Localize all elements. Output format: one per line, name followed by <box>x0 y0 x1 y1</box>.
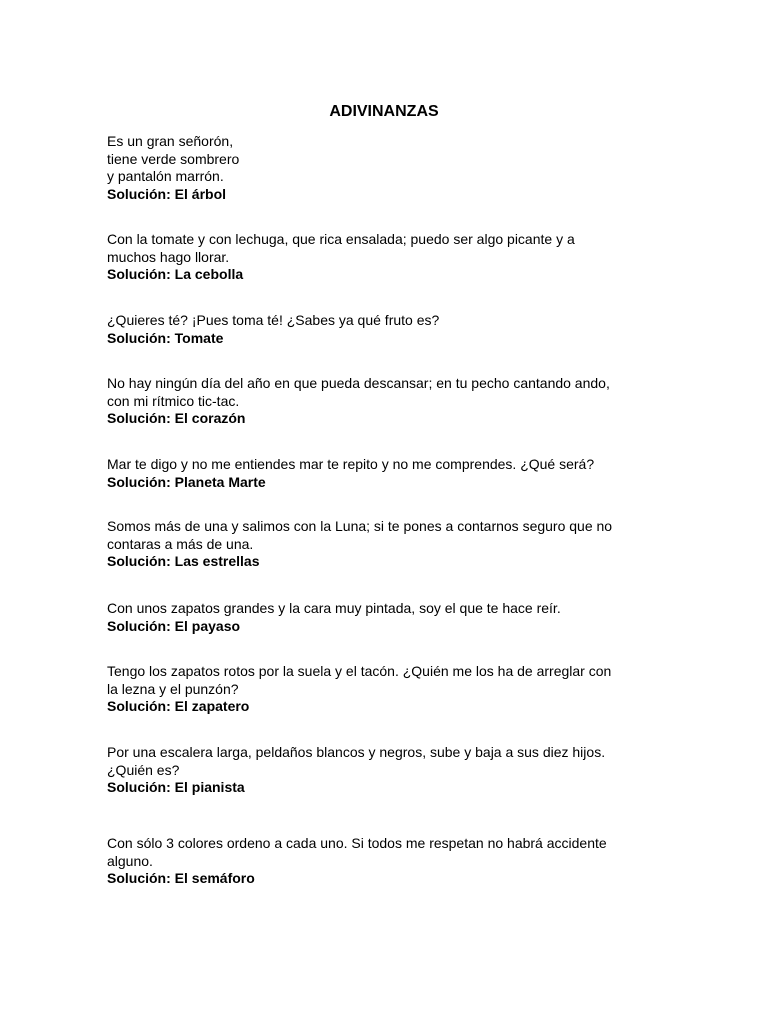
riddle-text <box>107 375 667 410</box>
riddle-text <box>107 518 667 553</box>
riddle-line: Tengo los zapatos rotos por la suela y el tacón. ¿Quién me los ha de arreglar con <box>107 663 612 679</box>
riddle-text <box>107 231 667 266</box>
riddle-text <box>107 312 667 330</box>
riddle-solution: Solución: La cebolla <box>107 266 244 282</box>
riddle-6 <box>107 518 667 571</box>
riddle-line: Es un gran señorón, <box>107 133 234 149</box>
riddle-text <box>107 744 667 779</box>
riddle-line: Por una escalera larga, peldaños blancos y negros, sube y baja a sus diez hijos. <box>107 744 606 760</box>
riddle-text <box>107 456 667 474</box>
riddle-solution: Solución: El semáforo <box>107 870 255 886</box>
riddle-10 <box>107 835 667 888</box>
riddle-solution: Solución: El árbol <box>107 185 227 202</box>
riddle-line: Somos más de una y salimos con la Luna; si te pones a contarnos seguro que no <box>107 518 613 534</box>
riddle-2 <box>107 231 667 284</box>
riddle-solution: Solución: El zapatero <box>107 698 250 714</box>
riddle-line: y pantalón marrón. <box>107 168 224 184</box>
riddle-7 <box>107 600 667 635</box>
riddle-solution: Solución: El payaso <box>107 617 241 634</box>
riddle-text <box>107 835 667 870</box>
riddle-text <box>107 133 667 186</box>
riddle-9 <box>107 744 667 797</box>
riddle-line: muchos hago llorar. <box>107 248 230 265</box>
riddle-line: Con la tomate y con lechuga, que rica ensalada; puedo ser algo picante y a <box>107 231 575 247</box>
page-title: ADIVINANZAS <box>329 103 439 120</box>
riddle-line: ¿Quién es? <box>107 761 180 778</box>
riddle-8 <box>107 663 667 716</box>
riddle-line: ¿Quieres té? ¡Pues toma té! ¿Sabes ya qué fruto es? <box>107 312 440 328</box>
riddle-line: tiene verde sombrero <box>107 150 240 167</box>
riddle-solution: Solución: Las estrellas <box>107 553 260 569</box>
riddle-3 <box>107 312 667 347</box>
riddle-line: contaras a más de una. <box>107 535 254 552</box>
riddle-line: la lezna y el punzón? <box>107 680 239 697</box>
riddle-4 <box>107 375 667 428</box>
riddle-line: No hay ningún día del año en que pueda descansar; en tu pecho cantando ando, <box>107 375 610 391</box>
riddle-solution: Solución: Tomate <box>107 329 224 346</box>
riddle-line: Mar te digo y no me entiendes mar te repito y no me comprendes. ¿Qué será? <box>107 456 595 472</box>
riddle-line: con mi rítmico tic-tac. <box>107 392 240 409</box>
riddle-5 <box>107 456 667 491</box>
riddle-1 <box>107 133 667 203</box>
riddle-text <box>107 663 667 698</box>
riddle-line: Con sólo 3 colores ordeno a cada uno. Si todos me respetan no habrá accidente <box>107 835 607 851</box>
riddle-line: alguno. <box>107 852 153 869</box>
riddle-line: Con unos zapatos grandes y la cara muy pintada, soy el que te hace reír. <box>107 600 561 616</box>
riddle-solution: Solución: Planeta Marte <box>107 473 266 490</box>
riddle-solution: Solución: El corazón <box>107 410 246 426</box>
riddle-text <box>107 600 667 618</box>
riddle-solution: Solución: El pianista <box>107 779 245 795</box>
